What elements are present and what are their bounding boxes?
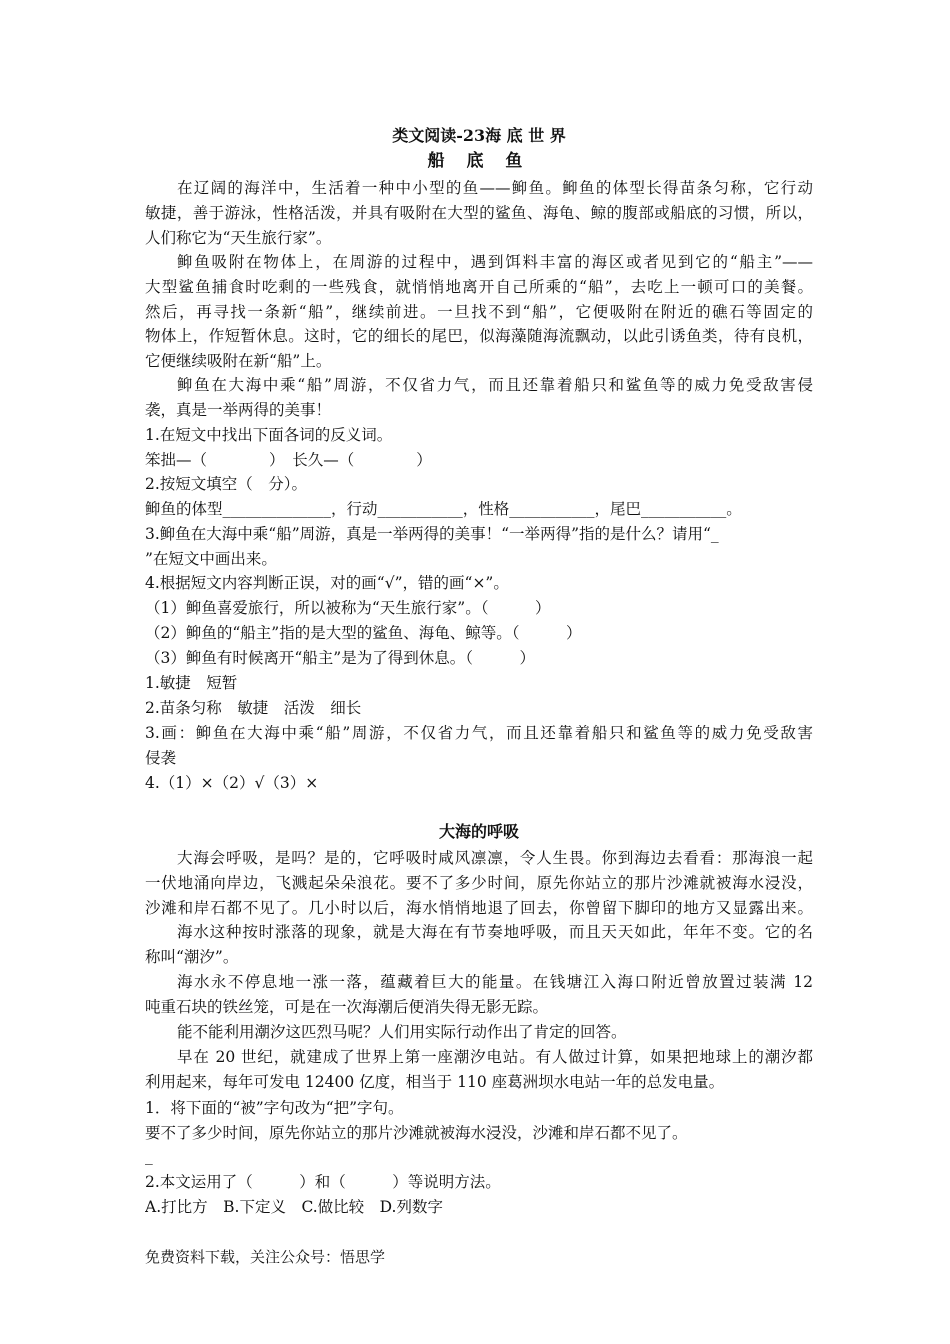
footer-note: 免费资料下载，关注公众号：悟思学 bbox=[145, 1248, 386, 1266]
passage-1-line: 大型鲨鱼捕食时吃剩的一些残食，就悄悄地离开自己所乘的“船”，去吃上一顿可口的美餐。 bbox=[145, 278, 813, 296]
passage-2-title: 大海的呼吸 bbox=[438, 822, 519, 841]
passage-1-line: 敏捷，善于游泳，性格活泼，并具有吸附在大型的鲨鱼、海龟、鲸的腹部或船底的习惯，所以， bbox=[145, 204, 813, 222]
answer-line: 1.敏捷 短暂 bbox=[145, 674, 238, 692]
question-line: 1.在短文中找出下面各词的反义词。 bbox=[145, 426, 393, 444]
question-line: 要不了多少时间，原先你站立的那片沙滩就被海水浸没，沙滩和岸石都不见了。 bbox=[145, 1124, 688, 1142]
question-line: （3）䲟鱼有时候离开“船主”是为了得到休息。（ ） bbox=[145, 649, 535, 667]
passage-1-line: 在辽阔的海洋中，生活着一种中小型的鱼——䲟鱼。䲟鱼的体型长得苗条匀称，它行动 bbox=[177, 179, 813, 197]
passage-2-line: 利用起来，每年可发电 12400 亿度，相当于 110 座葛洲坝水电站一年的总发电量。 bbox=[145, 1073, 725, 1091]
passage-1-line: 袭，真是一举两得的美事！ bbox=[145, 401, 332, 419]
passage-2-line: 沙滩和岸石都不见了。几小时以后，海水悄悄地退了回去，你曾留下脚印的地方又显露出来。 bbox=[145, 899, 813, 917]
question-line: 1．将下面的“被”字句改为“把”字句。 bbox=[145, 1099, 404, 1117]
question-line: 3.䲟鱼在大海中乘“船”周游，真是一举两得的美事！“一举两得”指的是什么？请用“_ bbox=[145, 525, 719, 543]
document-title: 类文阅读-23海 底 世 界 bbox=[392, 126, 566, 145]
question-line: 笨拙—（ ） 长久—（ ） bbox=[145, 451, 432, 469]
question-line: 4.根据短文内容判断正误，对的画“√”，错的画“×”。 bbox=[145, 574, 509, 592]
answer-line: 3.画：䲟鱼在大海中乘“船”周游，不仅省力气，而且还靠着船只和鲨鱼等的威力免受敌害 bbox=[145, 724, 813, 742]
passage-1-line: 物体上，作短暂休息。这时，它的细长的尾巴，似海藻随海流飘动，以此引诱鱼类，待有良机， bbox=[145, 327, 813, 345]
question-line: 2.本文运用了（ ）和（ ）等说明方法。 bbox=[145, 1173, 501, 1191]
question-line: （2）䲟鱼的“船主”指的是大型的鲨鱼、海龟、鲸等。（ ） bbox=[145, 624, 582, 642]
question-line: 2.按短文填空（ 分）。 bbox=[145, 475, 308, 493]
passage-1-line: 䲟鱼在大海中乘“船”周游，不仅省力气，而且还靠着船只和鲨鱼等的威力免受敌害侵 bbox=[177, 376, 813, 394]
answer-line: 侵袭 bbox=[145, 749, 177, 767]
answer-line: 2.苗条匀称 敏捷 活泼 细长 bbox=[145, 699, 362, 717]
passage-2-line: 大海会呼吸，是吗？是的，它呼吸时咸风凛凛，令人生畏。你到海边去看看：那海浪一起 bbox=[177, 849, 813, 867]
passage-2-line: 吨重石块的铁丝笼，可是在一次海潮后便消失得无影无踪。 bbox=[145, 998, 549, 1016]
passage-2-line: 称叫“潮汐”。 bbox=[145, 948, 239, 966]
question-line: ”在短文中画出来。 bbox=[145, 550, 277, 568]
passage-1-line: 它便继续吸附在新“船”上。 bbox=[145, 352, 332, 370]
passage-1-title: 船 底 鱼 bbox=[427, 151, 531, 171]
answer-blank: _ bbox=[145, 1147, 153, 1165]
answer-line: 4.（1）×（2）√（3）× bbox=[145, 774, 319, 792]
passage-2-line: 能不能利用潮汐这匹烈马呢？人们用实际行动作出了肯定的回答。 bbox=[177, 1023, 627, 1041]
question-line: A.打比方 B.下定义 C.做比较 D.列数字 bbox=[145, 1198, 443, 1216]
passage-1-line: 然后，再寻找一条新“船”，继续前进。一旦找不到“船”，它便吸附在附近的礁石等固定的 bbox=[145, 303, 813, 321]
passage-2-line: 一伏地涌向岸边，飞溅起朵朵浪花。要不了多少时间，原先你站立的那片沙滩就被海水浸没， bbox=[145, 874, 813, 892]
passage-2-line: 海水永不停息地一涨一落，蕴藏着巨大的能量。在钱塘江入海口附近曾放置过装满 12 bbox=[177, 973, 813, 991]
question-line: 䲟鱼的体型______________，行动___________，性格___________，尾巴___________。 bbox=[145, 500, 742, 518]
question-line: （1）䲟鱼喜爱旅行，所以被称为“天生旅行家”。（ ） bbox=[145, 599, 551, 617]
passage-2-line: 早在 20 世纪，就建成了世界上第一座潮汐电站。有人做过计算，如果把地球上的潮汐都 bbox=[177, 1048, 813, 1066]
passage-1-line: 人们称它为“天生旅行家”。 bbox=[145, 229, 332, 247]
passage-1-line: 䲟鱼吸附在物体上，在周游的过程中，遇到饵料丰富的海区或者见到它的“船主”—— bbox=[177, 253, 813, 271]
passage-2-line: 海水这种按时涨落的现象，就是大海在有节奏地呼吸，而且天天如此，年年不变。它的名 bbox=[177, 923, 813, 941]
